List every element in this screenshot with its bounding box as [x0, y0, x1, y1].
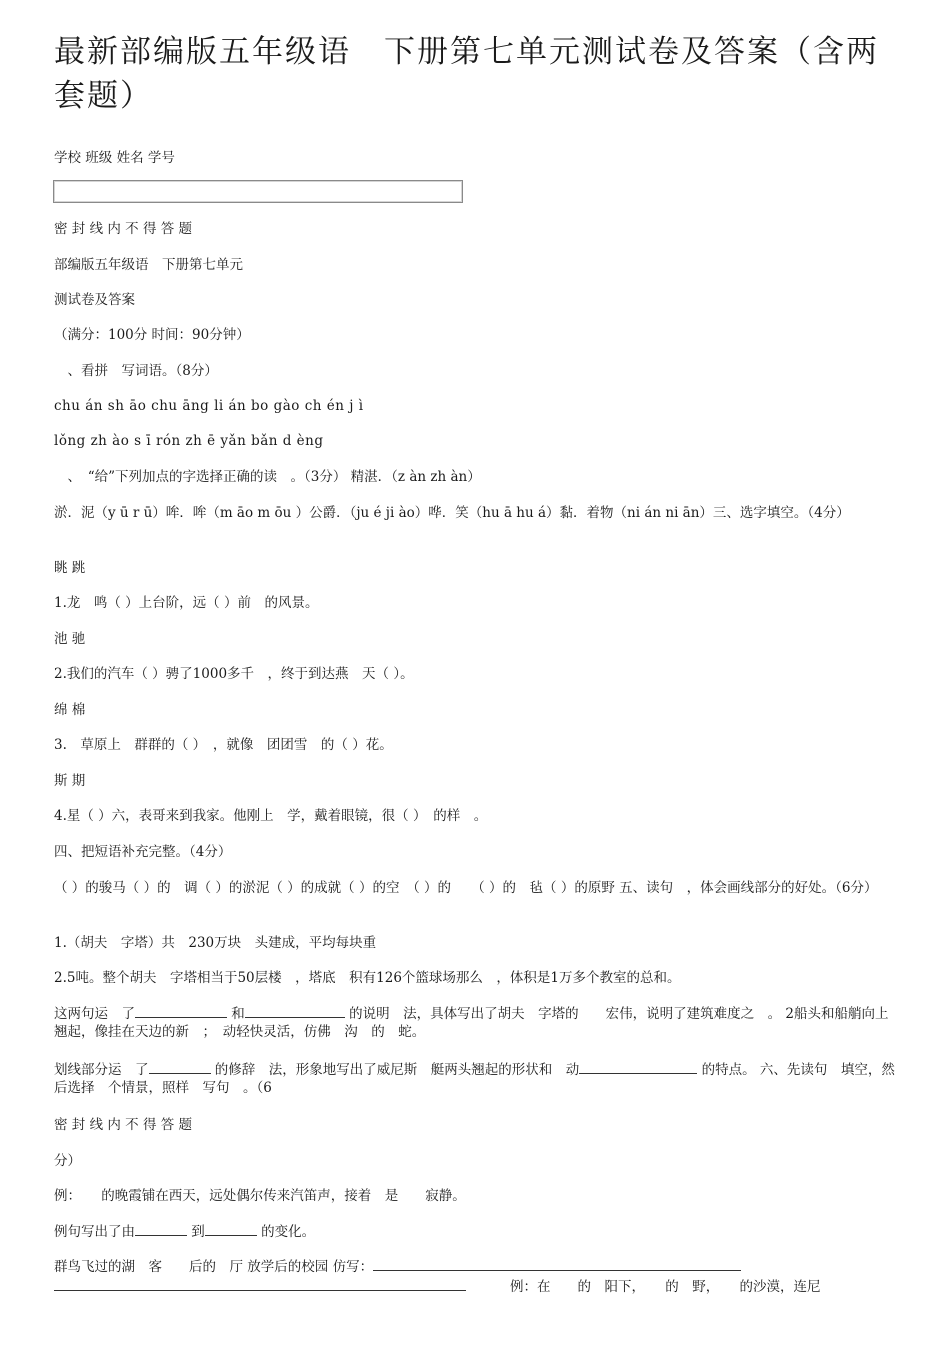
q4-heading: 四、把短语补充完整。（4分） — [54, 844, 232, 860]
q4-phrases: （ ）的骏马（ ）的 调（ ）的淤泥（ ）的成就（ ）的空 （ ）的 （ ）的 毡（ ）的原野 五、读句 ，体会画线部分的好处。（6分） — [54, 880, 878, 896]
q1-pinyin-row-2: lǒng zh ào s ī rón zh ē yǎn bǎn d èng — [54, 433, 324, 449]
q3-pair-3: 绵 棉 — [54, 702, 86, 718]
imitation-writing-blank[interactable] — [54, 1278, 466, 1291]
q3-item-2: 2.我们的汽车（ ）骋了1000多千 ，终于到达燕 天（ ）。 — [54, 666, 414, 682]
score-time: （满分：100分 时间：90分钟） — [54, 327, 250, 343]
q5-sentence-2: 2.5吨。整个胡夫 字塔相当于50层楼 ，塔底 积有126个篮球场那么 ，体积是1万多个教室的总和。 — [54, 970, 681, 986]
seal-line-notice-2: 密 封 线 内 不 得 答 题 — [54, 1117, 193, 1133]
q6-example-note — [54, 1223, 899, 1241]
q2-heading: 、 “给”下列加点的字选择正确的读 。（3分） 精湛．（z àn zh àn） — [54, 469, 481, 485]
analysis-2-part-c: 的特点。 六、先读句 填空，然后选择 个情景，照样 写句 。（6 — [54, 1062, 895, 1096]
q1-heading: 、看拼 写词语。（8分） — [54, 363, 218, 379]
subtitle-test: 测试卷及答案 — [54, 292, 135, 308]
analysis-1-part-b: 和 — [231, 1006, 245, 1022]
q6-example: 例： 的晚霞铺在西天，远处偶尔传来汽笛声，接着 是 寂静。 — [54, 1188, 466, 1204]
q2-options: 淤．泥（y ū r ū）哞．哞（m āo m ōu ）公爵．（ju é ji ào）哗．笑（hu ā hu á）黏．着物（ni án ni ān）三、选字填空。（4分） — [54, 505, 850, 521]
q5-analysis-2 — [54, 1061, 899, 1097]
example-note-part-c: 的变化。 — [261, 1224, 316, 1240]
answer-blank[interactable] — [135, 1005, 227, 1018]
q3-pair-2: 池 驰 — [54, 631, 86, 647]
subtitle-unit: 部编版五年级语 下册第七单元 — [54, 257, 243, 273]
analysis-1-part-a: 这两句运 了 — [54, 1006, 135, 1022]
imitation-writing-blank[interactable] — [373, 1258, 741, 1271]
example-note-part-b: 到 — [191, 1224, 205, 1240]
q3-pair-1: 眺 跳 — [54, 560, 86, 576]
q6-scenes — [54, 1258, 899, 1276]
answer-blank[interactable] — [579, 1061, 697, 1074]
answer-blank[interactable] — [245, 1005, 345, 1018]
q3-pair-4: 斯 期 — [54, 773, 86, 789]
scene-options: 群鸟飞过的湖 客 后的 厅 放学后的校园 仿写： — [54, 1259, 374, 1275]
answer-blank[interactable] — [135, 1223, 187, 1236]
answer-blank[interactable] — [149, 1061, 211, 1074]
analysis-2-part-a: 划线部分运 了 — [54, 1062, 149, 1078]
analysis-1-part-c: 的说明 法，具体写出了胡夫 字塔的 宏伟，说明了建筑难度之 。 2船头和船艄向上翘起，像挂在天边的新 ； 动轻快灵活，仿佛 沟 的 蛇。 — [54, 1006, 889, 1040]
document-title: 最新部编版五年级语 下册第七单元测试卷及答案（含两套题） — [54, 34, 879, 114]
q3-item-4: 4.星（ ）六，表哥来到我家。他刚上 学，戴着眼镜，很（ ） 的样 。 — [54, 808, 488, 824]
answer-blank[interactable] — [205, 1223, 257, 1236]
example-note-part-a: 例句写出了由 — [54, 1224, 135, 1240]
student-info-box[interactable] — [53, 180, 463, 203]
analysis-2-part-b: 的修辞 法，形象地写出了威尼斯 艇两头翘起的形状和 动 — [214, 1062, 580, 1078]
q3-item-1: 1.龙 鸣（ ）上台阶，远（ ）前 的风景。 — [54, 595, 319, 611]
seal-line-notice: 密 封 线 内 不 得 答 题 — [54, 221, 193, 237]
q6-second-example-row — [54, 1278, 899, 1296]
q5-sentence-1: 1.（胡夫 字塔）共 230万块 头建成，平均每块重 — [54, 935, 377, 951]
q1-pinyin-row-1: chu án sh āo chu āng li án bo gào ch én j ì — [54, 398, 364, 414]
student-info-label: 学校 班级 姓名 学号 — [54, 150, 175, 166]
q3-item-3: 3. 草原上 群群的（ ） ，就像 团团雪 的（ ）花。 — [54, 737, 393, 753]
q5-analysis-1 — [54, 1005, 899, 1041]
second-example: 例：在 的 阳下， 的 野， 的沙漠，连尼 — [510, 1279, 821, 1295]
q6-heading-continued: 分） — [54, 1153, 81, 1169]
